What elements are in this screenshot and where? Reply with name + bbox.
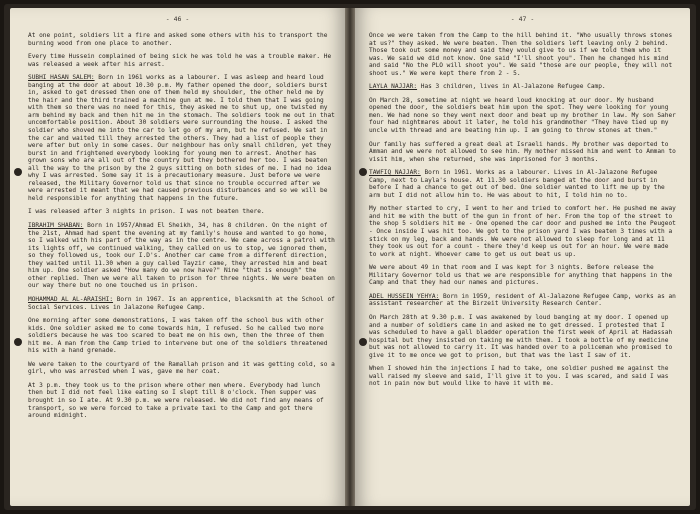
testimony-paragraph — [369, 293, 676, 308]
witness-name: IBRAHIM SHABAN: — [28, 222, 84, 230]
binding-hole — [359, 168, 367, 176]
paragraph-text: Has 3 children, lives in Al-Jalazone Refugee Camp. — [417, 83, 606, 91]
paragraph-text: Born in 1967. Is an apprentice, blacksmith at the School of Social Services. Lives in Jalazone Refugee Camp. — [28, 295, 335, 311]
page-number: - 47 - — [510, 15, 535, 23]
paragraph-text: My mother started to cry, I went to her and tried to comfort her. He pushed me away and hit me with the butt of the gun in front of her. From the top of the street to the shop 5 soldiers hit me - One opened the car door and pushed me into the Peugeot - Once inside I was hit too. We got to the prison yard I was beaten 3 times with a stick on my leg, back and hands. We were not allowed to sleep for long and at 11 they took us out for a count - there they'd keep us out for an hour. We were made to work at night. Whoever came to get us out beat us up. — [369, 205, 676, 258]
binding-hole — [14, 168, 22, 176]
book-spread — [4, 4, 696, 510]
paragraph — [28, 53, 335, 68]
paragraph-text: At one point, soldiers lit a fire and asked some others with his to transport the burning wood from one place to another. — [28, 32, 328, 47]
paragraph-text: Born in 1961 works as a labourer. I was asleep and heard loud banging at the door at about 10.30 p.m. My father opened the door, soldiers burst in, asked to get dressed then one of them held my shoulder, the other held me by the hair and the third trained a machine gun at me. I told them that I was going with them so there was no need for this, they asked me to shut up, one twisted my arm behind my back and then hit me in the stomach. The soldiers took me out in that uncomfortable position. About 30 soldiers were surrounding the house. I asked the soldier who shoved me into the car to let go of my arm, but he refused. We sat in the car and waited till they arrested the others. They had a list of people they were after but only in some cases. Our neighbour has only small children, yet they burst in and frightened everybody looking for young men to arrest. Another has grown sons who are all out of the country but they bothered her too. I was beaten all the way to the prison by the 2 guys sitting on both sides of me. I had no idea why I was arrested. Some say it is a precautionary measure. Just before we were released, the Military Governor told us that since no trouble occurred after we were arrested it meant that we had caused previous disturbances and so we will be held responsible for anything that happens in the future. — [28, 74, 335, 202]
paragraph-text: Once we were taken from the Camp to the hill behind it. "Who usually throws stones at us?" they asked. We were beaten. Then the soldiers left leaving only 2 behind. Those took out some money and said they would give to us if we told them who it was. We said we did not know. One said "I'll shoot you". Then he changed his mind and said "No the PLO will shoot you". We said "those are our people, they will not shoot us." We were kept there from 2 - 5. — [369, 32, 673, 77]
testimony-paragraph — [369, 169, 676, 199]
paragraph-text: On March 28, sometime at night we heard loud knocking at our door. My husband opened the door, the soldiers beat him upon the spot. They were looking for young men. We had none so they went next door and beat up my brother in law. My son Saher four had nightmares about it later, he told his grandmother "They have tied up my uncle with thread and are beating him up. I am going to throw stones at them." — [369, 96, 676, 135]
left-page-text — [28, 32, 335, 420]
paragraph-text: I was released after 3 nights in prison. I was not beaten there. — [28, 208, 265, 216]
book-gutter — [345, 8, 355, 506]
paragraph — [28, 32, 335, 47]
page-number: - 46 - — [165, 15, 190, 23]
paragraph-text: One morning after some demonstrations, I was taken off the school bus with other kids. One soldier asked me to come towards him, I refused. So he called two more soldiers because he was too scared to beat me on his own, then the three of them hit me. A man from the Camp tried to intervene but one of the soldiers threatened his with a hand grenade. — [28, 317, 328, 355]
witness-name: TAWFIQ NAJJAR: — [369, 169, 421, 177]
paragraph — [369, 32, 676, 77]
witness-name: ADEL HUSSEIN YEHYA: — [369, 292, 440, 300]
paragraph-text: Born in 1959, resident of Al-Jalazone Refugee Camp, works as an assistant researcher at the Birzeit University Research Center. — [369, 292, 676, 308]
paragraph-text: We were about 49 in that room and I was kept for 3 nights. Before release the Military Governor told us that we are responsible for anything that happens in the Camp and that they had our names and pictures. — [369, 264, 673, 287]
left-page — [10, 8, 345, 506]
paragraph — [28, 208, 335, 216]
paragraph — [369, 141, 676, 164]
paragraph-text: We were taken to the courtyard of the Ramallah prison and it was getting cold, so a girl, who was arrested when I was, gave me her coat. — [28, 360, 335, 376]
paragraph-text: On March 28th at 9.30 p.m. I was awakened by loud banging at my door. I opened up and a number of soldiers came in and asked me to get dressed. I protested that I was scheduled to have a gall bladder operation the first week of April at Hadassah hospital but they insisted on taking me with them. I took a bottle of my medicine but was not allowed to carry it. It was handed over to a policeman who promised to give it to me once we got to prison, but that was the last I saw of it. — [369, 313, 673, 359]
testimony-paragraph — [369, 83, 676, 91]
testimony-paragraph — [28, 296, 335, 311]
witness-name: LAYLA NAJJAR: — [369, 83, 418, 91]
paragraph — [369, 314, 676, 359]
paragraph — [369, 264, 676, 287]
paragraph-text: Every time Hussein complained of being sick he was told he was a trouble maker. He was released a week after his arrest. — [28, 53, 332, 68]
paragraph-text: Our family has suffered a great deal at Israeli hands. My brother was deported to Amman and we were not allowed to see him. My mother missed him and went to Amman to visit him, when she returned, she was imprisoned for 3 months. — [369, 140, 676, 163]
paragraph — [28, 361, 335, 376]
paragraph — [369, 205, 676, 258]
binding-hole — [14, 338, 22, 346]
paragraph-text: At 3 p.m. they took us to the prison where other men where. Everybody had lunch then but I did not feel like eating so I slept till 8 o'clock. Then supper was brought in so I ate. At 9.30 p.m. we were released. We did not find any means of transport, so we were forced to take a private taxi to the Camp and got there around midnight. — [28, 381, 324, 420]
paragraph — [369, 97, 676, 135]
paragraph — [28, 382, 335, 420]
paragraph — [28, 317, 335, 355]
paragraph-text: When I showed him the injections I had to take, one soldier pushed me against the wall raised my sleeve and said, I'll give it to you. I was scared, and said I was not in pain now but would like to have it with me. — [369, 365, 669, 388]
paragraph-text: Born in 1957/Ahmad El Sheikh, 34, has 8 children. On the night of the 21st, Ahmad had spent the evening at my family's house and wanted to go home, so I walked with his part of the way as in the centre. We came across a patrol with its lights off, we continued walking, they called on us to stop, we ignored them, so they followed us, took our I.D's. Another car came from a different direction, they waited until 11.30 when a guy called Tayzir came, they arrested him and beat him up. One soldier asked "How many do we now have?" Nine "that is enough" the other replied. Then we were all taken to prison for three nights. We were beaten on our way there but no one touched us in prison. — [28, 222, 335, 290]
witness-name: MOHAMMAD AL AL-ARAISHI: — [28, 295, 114, 303]
right-page — [355, 8, 690, 506]
paragraph — [369, 365, 676, 388]
testimony-paragraph — [28, 222, 335, 290]
paragraph-text: Born in 1961. Works as a labourer. Lives in Al-Jalazone Refugee Camp, next to Layla's house. At 11.30 soldiers banged at the door and burst in before I had a chance to get out of bed. One soldier wanted to lift me up by the arm but I did not allow him to. He was about to hit, I told him no to. — [369, 169, 665, 199]
witness-name: SUBHI HASAN SALEM: — [28, 74, 95, 82]
right-page-text — [369, 32, 676, 388]
testimony-paragraph — [28, 74, 335, 202]
binding-hole — [359, 338, 367, 346]
